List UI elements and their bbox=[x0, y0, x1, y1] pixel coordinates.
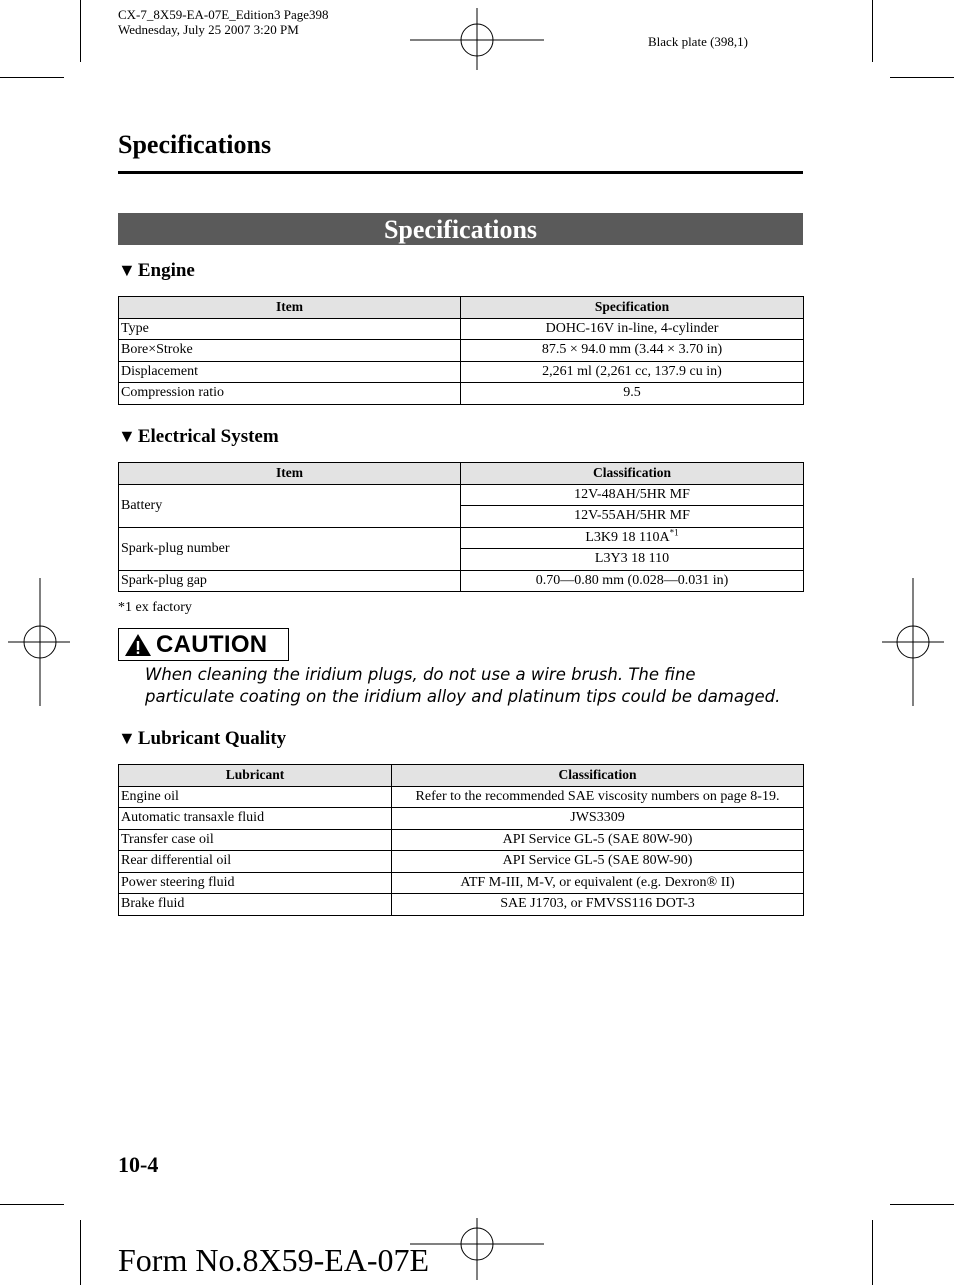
lubricant-table bbox=[118, 764, 804, 916]
column-header: Classification bbox=[461, 463, 804, 485]
column-header: Item bbox=[119, 297, 461, 319]
item-cell: Brake fluid bbox=[119, 894, 392, 916]
lubricant-heading bbox=[118, 728, 286, 750]
spec-cell: 9.5 bbox=[461, 383, 804, 405]
triangle-down-icon: ▼ bbox=[118, 728, 136, 748]
table-row bbox=[119, 318, 804, 340]
spec-cell: Refer to the recommended SAE viscosity numbers on page 8-19. bbox=[392, 786, 804, 808]
item-cell: Displacement bbox=[119, 361, 461, 383]
page-number: 10-4 bbox=[118, 1152, 159, 1177]
item-cell: Type bbox=[119, 318, 461, 340]
table-header-row bbox=[119, 297, 804, 319]
spec-cell: 12V-48AH/5HR MF bbox=[461, 484, 804, 506]
spec-cell: ATF M-III, M-V, or equivalent (e.g. Dexron® II) bbox=[392, 872, 804, 894]
spec-cell: DOHC-16V in-line, 4-cylinder bbox=[461, 318, 804, 340]
item-cell: Rear differential oil bbox=[119, 851, 392, 873]
header-date-line: Wednesday, July 25 2007 3:20 PM bbox=[118, 22, 299, 37]
registration-mark-bottom bbox=[410, 1218, 544, 1280]
table-row bbox=[119, 527, 804, 549]
table-row bbox=[119, 894, 804, 916]
table-row bbox=[119, 361, 804, 383]
column-header: Specification bbox=[461, 297, 804, 319]
item-cell: Transfer case oil bbox=[119, 829, 392, 851]
item-cell: Engine oil bbox=[119, 786, 392, 808]
table-row bbox=[119, 851, 804, 873]
caution-label: CAUTION bbox=[156, 630, 268, 658]
engine-table bbox=[118, 296, 804, 405]
item-cell: Compression ratio bbox=[119, 383, 461, 405]
caution-text: When cleaning the iridium plugs, do not use a wire brush. The fine particulate coating on the iridium alloy and platinum tips could be damaged. bbox=[145, 665, 781, 706]
item-cell: Bore×Stroke bbox=[119, 340, 461, 362]
table-row bbox=[119, 786, 804, 808]
item-cell: Automatic transaxle fluid bbox=[119, 808, 392, 830]
spec-cell: 0.70—0.80 mm (0.028—0.031 in) bbox=[461, 570, 804, 592]
header-file-line: CX-7_8X59-EA-07E_Edition3 Page398 bbox=[118, 7, 329, 22]
page-title: Specifications bbox=[118, 130, 272, 159]
spec-cell: L3Y3 18 110 bbox=[461, 549, 804, 571]
triangle-down-icon: ▼ bbox=[118, 260, 136, 280]
table-row bbox=[119, 872, 804, 894]
form-number: Form No.8X59-EA-07E bbox=[118, 1242, 430, 1278]
item-cell: Power steering fluid bbox=[119, 872, 392, 894]
spec-cell: SAE J1703, or FMVSS116 DOT-3 bbox=[392, 894, 804, 916]
section-banner: Specifications bbox=[118, 213, 803, 245]
electrical-heading bbox=[118, 426, 279, 448]
engine-heading bbox=[118, 260, 195, 282]
table-row bbox=[119, 570, 804, 592]
registration-mark-right bbox=[882, 578, 944, 706]
table-row bbox=[119, 808, 804, 830]
engine-heading-label: Engine bbox=[137, 260, 195, 281]
spec-cell: 12V-55AH/5HR MF bbox=[461, 506, 804, 528]
spec-cell: API Service GL-5 (SAE 80W-90) bbox=[392, 851, 804, 873]
table-header-row bbox=[119, 765, 804, 787]
item-cell: Battery bbox=[119, 484, 461, 527]
spec-cell bbox=[461, 527, 804, 549]
spark-plug-value: L3K9 18 110A bbox=[585, 529, 670, 545]
table-row bbox=[119, 829, 804, 851]
footnote: *1 ex factory bbox=[118, 600, 192, 615]
spec-cell: 87.5 × 94.0 mm (3.44 × 3.70 in) bbox=[461, 340, 804, 362]
triangle-down-icon: ▼ bbox=[118, 426, 136, 446]
table-row bbox=[119, 383, 804, 405]
warning-triangle-icon bbox=[123, 632, 153, 658]
footnote-marker: *1 bbox=[669, 527, 679, 538]
column-header: Item bbox=[119, 463, 461, 485]
electrical-table bbox=[118, 462, 804, 592]
column-header: Lubricant bbox=[119, 765, 392, 787]
lubricant-heading-label: Lubricant Quality bbox=[137, 728, 287, 749]
registration-mark-left bbox=[8, 578, 70, 706]
table-row bbox=[119, 484, 804, 506]
column-header: Classification bbox=[392, 765, 804, 787]
table-header-row bbox=[119, 463, 804, 485]
spec-cell: 2,261 ml (2,261 cc, 137.9 cu in) bbox=[461, 361, 804, 383]
spec-cell: JWS3309 bbox=[392, 808, 804, 830]
header-plate: Black plate (398,1) bbox=[648, 34, 748, 49]
electrical-heading-label: Electrical System bbox=[137, 426, 279, 447]
item-cell: Spark-plug gap bbox=[119, 570, 461, 592]
title-divider bbox=[118, 171, 803, 174]
item-cell: Spark-plug number bbox=[119, 527, 461, 570]
print-header bbox=[118, 7, 329, 37]
caution-label-box bbox=[118, 628, 289, 661]
table-row bbox=[119, 340, 804, 362]
spec-cell: API Service GL-5 (SAE 80W-90) bbox=[392, 829, 804, 851]
registration-mark-top bbox=[410, 8, 544, 70]
